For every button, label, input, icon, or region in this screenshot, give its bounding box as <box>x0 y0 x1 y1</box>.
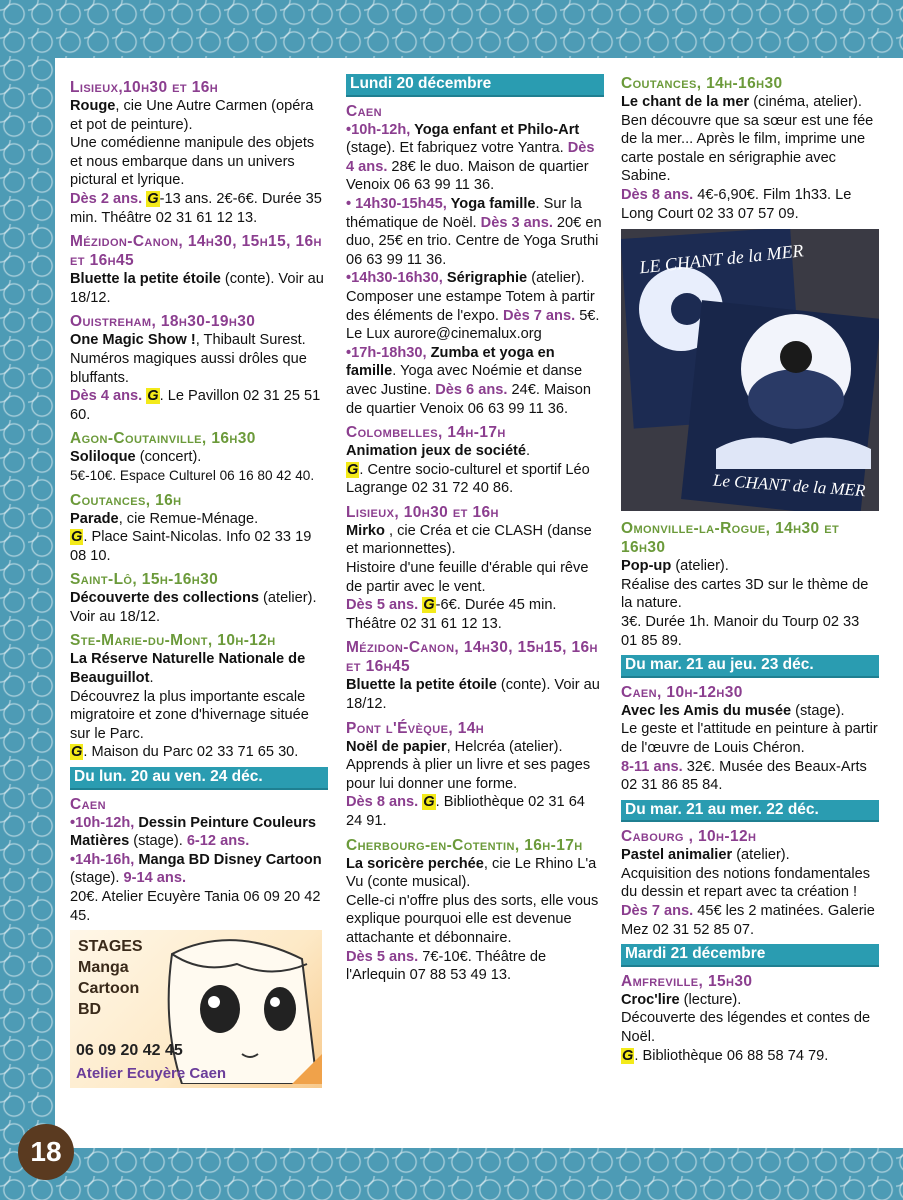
event-description: Réalise des cartes 3D sur le thème de la nature. <box>621 576 869 612</box>
event-title: Découverte des collections <box>70 590 259 607</box>
event-title: Soliloque <box>70 449 136 466</box>
poster-title-bottom: Le CHANT de la MER <box>712 470 867 501</box>
event-title: Bluette la petite étoile <box>346 677 497 694</box>
event-heading: Omonville-la-Rogue, 14h30 et 16h30 <box>621 520 840 557</box>
event-description: Acquisition des notions fondamentales du dessin et repart avec ta création ! <box>621 865 871 901</box>
date-banner: Du mar. 21 au jeu. 23 déc. <box>621 655 879 678</box>
column-3 <box>621 74 879 1070</box>
event-ouistreham <box>70 312 328 424</box>
manga-ad <box>70 930 322 1088</box>
event-heading: Lisieux,10h30 et 16h <box>70 79 219 96</box>
session-title: Manga BD Disney Cartoon <box>134 851 322 868</box>
event-details: 7€-10€. Théâtre de l'Arlequin 07 88 53 49 13. <box>346 948 547 984</box>
event-agon <box>70 429 328 485</box>
age-label: 8-11 ans. <box>621 758 683 775</box>
ad-line: STAGES <box>78 938 143 956</box>
event-heading: Mézidon-Canon, 14h30, 15h15, 16h et 16h45 <box>346 639 598 676</box>
event-saint-lo <box>70 570 328 626</box>
event-description: Histoire d'une feuille d'érable qui rêve de partir avec le vent. <box>346 560 589 595</box>
session-details: 28€ le duo. Maison de quartier Venoix 06 63 99 11 36. <box>346 158 589 194</box>
age-label: Dès 8 ans. <box>621 186 694 203</box>
event-title: Pop-up <box>621 558 672 575</box>
session-time: •10h-12h, <box>70 814 135 831</box>
event-details: 32€. Musée des Beaux-Arts 02 31 86 85 84. <box>621 758 867 794</box>
event-description: Celle-ci n'offre plus des sorts, elle vous explique pourquoi elle est devenue attachante et débonnaire. <box>346 892 599 946</box>
column-1 <box>70 78 328 1088</box>
event-title: One Magic Show ! <box>70 332 196 349</box>
event-description: Ben découvre que sa sœur est une fée de la mer... Après le film, imprime une carte postale en sérigraphie avec Sabine. <box>621 112 874 185</box>
event-ste-marie <box>70 631 328 762</box>
event-description: Découvrez la plus importante escale migratoire et zone d'hivernage située sur le Parc. <box>70 688 309 742</box>
session-info: (stage). <box>129 833 187 850</box>
event-details: . Centre socio-culturel et sportif Léo Lagrange 02 31 72 40 86. <box>346 461 590 497</box>
event-caen-stages <box>70 795 328 926</box>
event-details: . Bibliothèque 06 88 58 74 79. <box>634 1047 829 1064</box>
event-details: . Maison du Parc 02 33 71 65 30. <box>83 744 299 761</box>
session-title: Zumba et yoga en famille <box>346 344 555 380</box>
session-info: . Sur la thématique de Noël. <box>346 195 582 231</box>
event-heading: Mézidon-Canon, 14h30, 15h15, 16h et 16h45 <box>70 233 322 270</box>
age-label: Dès 4 ans. <box>346 140 595 175</box>
session-info: (stage). Et fabriquez votre Yantra. <box>346 140 568 157</box>
event-heading: Coutances, 14h-16h30 <box>621 75 783 92</box>
event-details: . Bibliothèque 02 31 64 24 91. <box>346 794 585 829</box>
event-pont-leveque <box>346 719 604 831</box>
event-omonville <box>621 519 879 650</box>
event-info: , cie Créa et cie CLASH (danse et marionnettes). <box>346 522 592 558</box>
event-description: Le geste et l'attitude en peinture à partir de l'œuvre de Louis Chéron. <box>621 721 878 756</box>
session-info: (stage). <box>70 870 124 887</box>
manga-face-illustration <box>142 934 322 1084</box>
event-info: , cie Une Autre Carmen (opéra et pot de peinture). <box>70 98 314 133</box>
session-title: Yoga enfant et Philo-Art <box>410 121 580 138</box>
age-label: Dès 2 ans. <box>70 190 143 207</box>
page-number: 18 <box>18 1124 74 1180</box>
event-heading: Ouistreham, 18h30-19h30 <box>70 313 256 331</box>
session-details: 20€ en duo, 25€ en trio. Centre de Yoga Sruthi 06 63 99 11 36. <box>346 214 602 268</box>
free-badge: G <box>622 1047 634 1064</box>
session-info: (atelier). Composer une estampe Totem à partir des éléments de l'expo. <box>346 270 595 324</box>
poster-title-top: LE CHANT de la MER <box>638 240 805 278</box>
event-details: 3€. Durée 1h. Manoir du Tourp 02 33 01 85 89. <box>621 613 860 649</box>
event-amfreville <box>621 972 879 1065</box>
free-badge: G <box>71 744 83 761</box>
event-info: , cie Le Rhino L'a Vu (conte musical). <box>346 855 597 891</box>
event-details: . Place Saint-Nicolas. Info 02 33 19 08 10. <box>70 529 312 564</box>
event-title: Noël de papier <box>346 738 447 755</box>
date-banner: Du lun. 20 au ven. 24 déc. <box>70 767 328 790</box>
event-title: Bluette la petite étoile <box>70 271 221 288</box>
event-info: (concert). <box>135 449 202 466</box>
free-badge: G <box>423 794 435 811</box>
session-title: Sérigraphie <box>442 270 528 287</box>
event-info: (atelier). Voir au 18/12. <box>70 590 317 625</box>
event-title: Croc'lire <box>621 991 680 1008</box>
ad-line: Cartoon <box>78 980 140 998</box>
event-heading: Lisieux, 10h30 et 16h <box>346 503 499 521</box>
event-title: Le chant de la mer <box>621 94 750 110</box>
event-description: Une comédienne manipule des objets et nous embarque dans un univers pictural et lyrique. <box>70 135 315 189</box>
event-info: (conte). Voir au 18/12. <box>70 271 324 306</box>
event-heading: Caen <box>70 795 107 813</box>
ad-line: BD <box>78 1001 102 1019</box>
event-details: 20€. Atelier Ecuyère Tania 06 09 20 42 45. <box>70 889 321 924</box>
event-heading: Caen, 10h-12h30 <box>621 683 743 701</box>
event-coutances-cinema <box>621 74 879 223</box>
event-info: (atelier). <box>732 847 790 864</box>
age-label: Dès 7 ans. <box>502 307 576 324</box>
session-info: . Yoga avec Noémie et danse avec Justine. <box>346 363 583 398</box>
event-info: , Helcréa (atelier). <box>446 738 563 755</box>
event-heading: Ste-Marie-du-Mont, 10h-12h <box>70 632 276 650</box>
event-details: 45€ les 2 matinées. Galerie Mez 02 31 52 85 07. <box>621 903 875 938</box>
event-info: , cie Remue-Ménage. <box>118 510 259 527</box>
event-info: , Thibault Surest. Numéros magiques aussi drôles que bluffants. <box>70 332 307 386</box>
event-info: . <box>526 443 531 460</box>
event-heading: Amfreville, 15h30 <box>621 972 753 990</box>
event-heading: Cherbourg-en-Cotentin, 16h-17h <box>346 836 583 854</box>
session-time: • 14h30-15h45, <box>346 195 447 212</box>
event-info: (lecture). <box>679 991 742 1008</box>
session-time: •10h-12h, <box>346 121 411 138</box>
event-title: Mirko <box>346 522 385 539</box>
event-details: . Le Pavillon 02 31 25 51 60. <box>70 388 321 423</box>
event-title: La soricère perchée <box>346 855 484 872</box>
event-heading: Agon-Coutainville, 16h30 <box>70 430 256 448</box>
age-label: Dès 5 ans. <box>346 597 419 614</box>
event-description: Découverte des légendes et contes de Noël. <box>621 1010 871 1046</box>
event-mezidon-2 <box>346 638 604 713</box>
event-lisieux <box>70 78 328 227</box>
event-heading: Pont l'Évèque, 14h <box>346 719 485 737</box>
event-title: Pastel animalier <box>621 847 733 864</box>
age-label: Dès 5 ans. <box>346 948 419 965</box>
event-info: (conte). Voir au 18/12. <box>346 677 600 713</box>
age-label: 9-14 ans. <box>123 870 186 887</box>
event-cabourg <box>621 827 879 939</box>
ad-place: Atelier Ecuyère Caen <box>76 1065 227 1083</box>
date-banner: Mardi 21 décembre <box>621 944 879 967</box>
event-info: (stage). <box>791 702 845 719</box>
event-cherbourg <box>346 836 604 985</box>
date-banner: Lundi 20 décembre <box>346 74 604 97</box>
event-title: Avec les Amis du musée <box>621 702 792 719</box>
session-details: 24€. Maison de quartier Venoix 06 63 99 11 36. <box>346 381 591 417</box>
event-heading: Cabourg , 10h-12h <box>621 828 757 846</box>
free-badge: G <box>147 190 159 207</box>
poster-artwork <box>621 229 879 511</box>
event-details: 5€-10€. Espace Culturel 06 16 80 42 40. <box>70 467 315 483</box>
event-colombelles <box>346 423 604 498</box>
event-lisieux-mirko <box>346 503 604 634</box>
film-poster-image <box>621 229 879 511</box>
ad-phone: 06 09 20 42 45 <box>76 1042 183 1060</box>
free-badge: G <box>423 597 435 614</box>
age-label: Dès 7 ans. <box>621 903 694 920</box>
event-details: -13 ans. 2€-6€. Durée 35 min. Théâtre 02 31 61 12 13. <box>70 190 322 226</box>
event-coutances <box>70 491 328 566</box>
free-badge: G <box>347 461 359 478</box>
event-title: La Réserve Naturelle Nationale de Beauguillot <box>70 651 306 687</box>
event-heading: Caen <box>346 102 383 120</box>
event-caen-lundi <box>346 102 604 419</box>
event-mezidon <box>70 232 328 307</box>
free-badge: G <box>147 388 159 405</box>
session-details: 5€. Le Lux aurore@cinemalux.org <box>346 307 600 343</box>
event-details: -6€. Durée 45 min. Théâtre 02 31 61 12 13. <box>346 597 557 632</box>
session-time: •14h-16h, <box>70 851 135 868</box>
session-time: •17h-18h30, <box>346 344 427 361</box>
ad-line: Manga <box>78 959 129 977</box>
event-heading: Colombelles, 14h-17h <box>346 424 506 442</box>
event-details: 4€-6,90€. Film 1h33. Le Long Court 02 33 07 57 09. <box>621 186 852 222</box>
event-heading: Saint-Lô, 15h-16h30 <box>70 571 219 589</box>
event-heading: Coutances, 16h <box>70 491 182 509</box>
age-label: 6-12 ans. <box>186 833 250 850</box>
event-info: (atelier). <box>671 558 729 575</box>
age-label: Dès 3 ans. <box>480 214 553 231</box>
age-label: Dès 4 ans. <box>70 388 143 405</box>
free-badge: G <box>71 529 83 546</box>
event-title: Rouge <box>70 98 116 114</box>
event-title: Parade <box>70 510 119 527</box>
age-label: Dès 6 ans. <box>435 381 508 398</box>
session-time: •14h30-16h30, <box>346 270 443 287</box>
session-title: Dessin Peinture Couleurs Matières <box>70 814 316 850</box>
date-banner: Du mar. 21 au mer. 22 déc. <box>621 800 879 823</box>
event-description: Apprends à plier un livre et ses pages pour lui donner une forme. <box>346 757 591 792</box>
event-caen-musee <box>621 683 879 795</box>
age-label: Dès 8 ans. <box>346 794 419 811</box>
event-title: Animation jeux de société <box>346 443 527 460</box>
event-info: . <box>149 670 154 687</box>
column-2 <box>346 74 604 990</box>
event-info: (cinéma, atelier). <box>749 94 862 110</box>
session-title: Yoga famille <box>446 195 536 212</box>
